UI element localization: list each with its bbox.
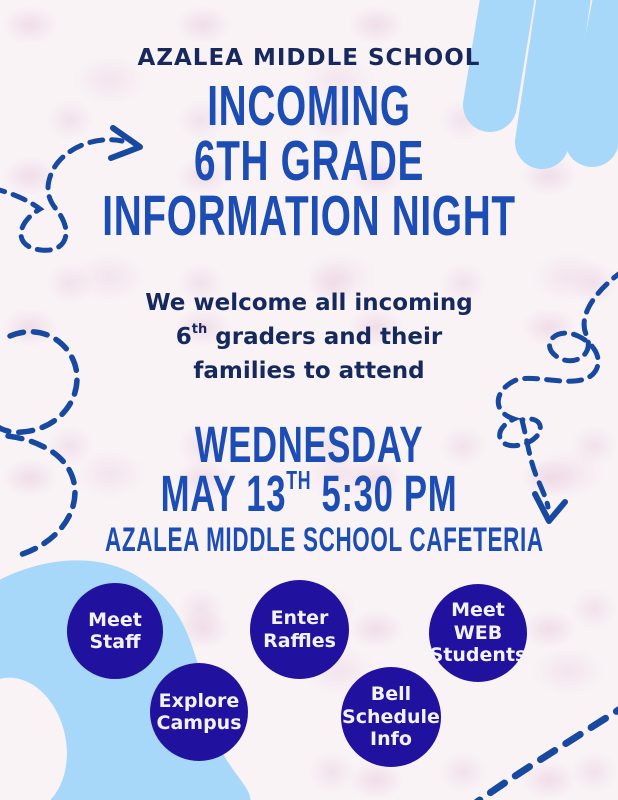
welcome-line-1: We welcome all incoming (145, 290, 473, 316)
title-line-3: INFORMATION NIGHT (102, 184, 516, 248)
event-date-main: MAY 13 (160, 465, 287, 522)
event-date-ordinal: TH (286, 465, 312, 495)
bubble-label: Bell (370, 683, 412, 706)
welcome-grade-ordinal: th (191, 322, 208, 338)
welcome-grade-number: 6 (175, 324, 192, 350)
bubble-label: WEB (453, 621, 503, 644)
bubble-label: Raffles (263, 629, 336, 652)
bubble-label: Info (370, 728, 412, 751)
bubble-label: Meet (88, 608, 142, 631)
event-location: AZALEA MIDDLE SCHOOL CAFETERIA (105, 521, 544, 559)
welcome-text (0, 286, 618, 388)
event-datetime (0, 416, 618, 559)
school-name: AZALEA MIDDLE SCHOOL (137, 45, 481, 71)
bubble-label: Enter (270, 607, 329, 630)
event-day: WEDNESDAY (194, 416, 424, 473)
welcome-line-3: families to attend (193, 358, 425, 384)
bubble-label: Explore (158, 689, 240, 712)
bubble-label: Students (429, 644, 527, 667)
bubble-meet-web-students (429, 584, 527, 682)
title-line-1: INCOMING (207, 74, 411, 138)
bubble-explore-campus (150, 663, 248, 761)
bubble-label: Campus (156, 712, 242, 734)
bubble-label: Schedule (342, 705, 440, 728)
event-time: 5:30 PM (311, 465, 458, 522)
welcome-line-2 (0, 320, 618, 354)
title-line-2: 6TH GRADE (193, 129, 425, 193)
event-title (0, 74, 618, 248)
bubble-label: Staff (89, 631, 141, 653)
bubble-meet-staff (67, 583, 163, 679)
bubble-enter-raffles (250, 580, 349, 679)
welcome-line-2-rest: graders and their (207, 324, 443, 350)
event-date (99, 465, 519, 522)
bubble-label: Meet (451, 599, 505, 622)
bubble-bell-schedule-info (341, 667, 441, 767)
